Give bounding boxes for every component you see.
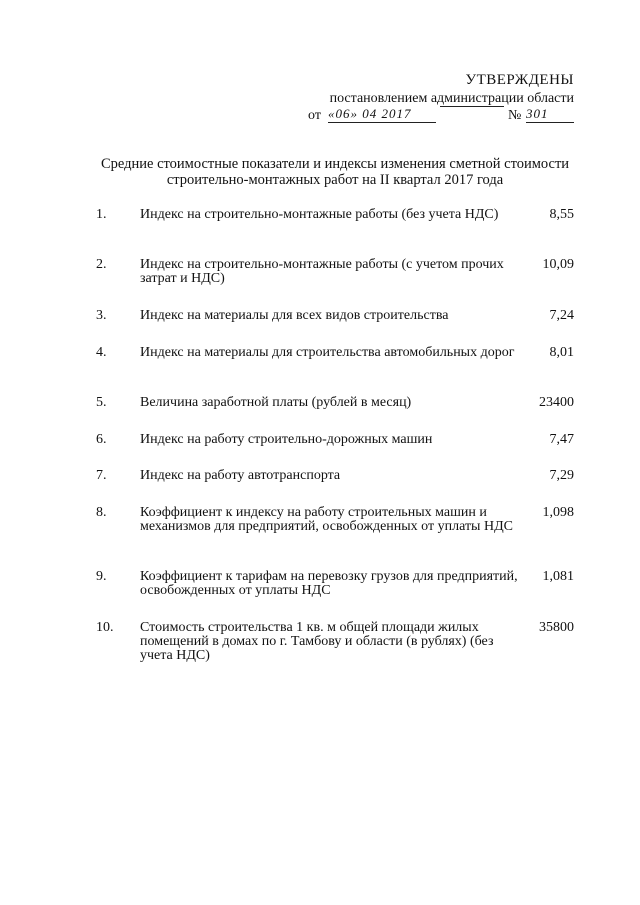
- item-number: 7.: [96, 468, 107, 483]
- item-value: 8,01: [549, 345, 574, 360]
- handwritten-number: 301: [526, 106, 574, 123]
- handwritten-date: «06» 04 2017: [328, 106, 436, 123]
- item-text: Индекс на работу строительно-дорожных машин: [140, 432, 433, 447]
- item-value: 35800: [539, 620, 574, 635]
- item-number: 1.: [96, 207, 107, 222]
- item-text: Величина заработной платы (рублей в месяц): [140, 395, 412, 410]
- item-number: 10.: [96, 620, 114, 635]
- item-value: 10,09: [542, 257, 574, 272]
- item-value: 1,098: [542, 505, 574, 520]
- item-value: 7,24: [549, 308, 574, 323]
- document-heading: Средние стоимостные показатели и индексы изменения сметной стоимости строительно-монтажных работ на II квартал 2017 года: [100, 156, 570, 188]
- number-sign-label: №: [508, 108, 522, 123]
- approval-block: [300, 72, 580, 128]
- item-value: 1,081: [542, 569, 574, 584]
- item-text: Индекс на материалы для всех видов строительства: [140, 308, 449, 323]
- approval-date-number-line: [300, 108, 580, 128]
- item-text: Стоимость строительства 1 кв. м общей площади жилых помещений в домах по г. Тамбову и области (в рублях) (без учета НДС): [140, 620, 494, 663]
- item-text: Индекс на строительно-монтажные работы (с учетом прочих затрат и НДС): [140, 257, 504, 286]
- item-text: Индекс на работу автотранспорта: [140, 468, 341, 483]
- approval-title: УТВЕРЖДЕНЫ: [465, 72, 574, 88]
- item-text: Индекс на строительно-монтажные работы (без учета НДС): [140, 207, 499, 222]
- item-value: 7,47: [549, 432, 574, 447]
- date-prefix-label: от: [308, 108, 321, 123]
- approval-resolution-line: постановлением администрации области: [329, 91, 574, 106]
- item-number: 5.: [96, 395, 107, 410]
- item-number: 8.: [96, 505, 107, 520]
- handwritten-date-blank: [440, 106, 504, 107]
- item-number: 3.: [96, 308, 107, 323]
- item-text: Индекс на материалы для строительства автомобильных дорог: [140, 345, 515, 360]
- item-text: Коэффициент к индексу на работу строительных машин и механизмов для предприятий, освобожденных от уплаты НДС: [140, 505, 513, 534]
- item-value: 8,55: [549, 207, 574, 222]
- item-number: 4.: [96, 345, 107, 360]
- item-number: 2.: [96, 257, 107, 272]
- item-number: 6.: [96, 432, 107, 447]
- item-value: 7,29: [549, 468, 574, 483]
- item-text: Коэффициент к тарифам на перевозку грузов для предприятий, освобожденных от уплаты НДС: [140, 569, 518, 598]
- item-number: 9.: [96, 569, 107, 584]
- item-value: 23400: [539, 395, 574, 410]
